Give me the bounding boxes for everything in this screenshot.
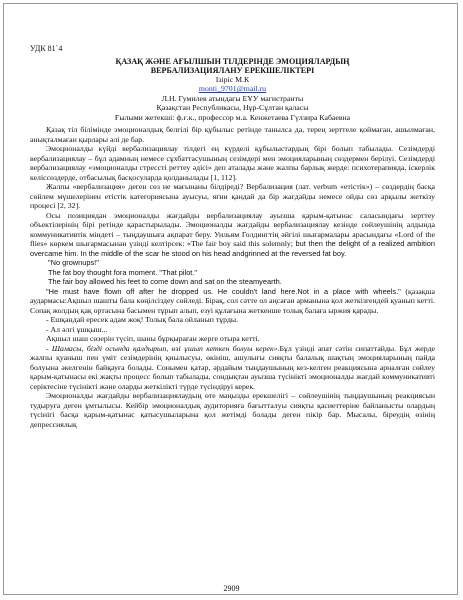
paragraph-5: Ақшыл шаш сөзерін түсіп, шаны бұрқыраған жерге отыра кетті.	[46, 334, 260, 344]
udk-code: УДК 81`4	[30, 44, 63, 53]
paragraph-4-kazakh: Осы позициядан эмоционалды жағдайды вербализациялау ауызша қарым-қатынас саласындағы зерттеу объектілерінің бірі ретінде қарастырылады. Эмоционалды жағдайды вербализациялау кезінде сөйлеушінің алдында коммуникативтік міндеті – тыңдаушыға ақпарат беру. Уильям Голдингтің әйгілі шығармалары арасындағы «Lord of the flies» көркем шығармасынан үзінді келтірсек: «The fair boy said this solemnly;	[30, 210, 435, 249]
page-number: 2909	[223, 584, 240, 593]
document-page	[30, 44, 435, 429]
quote-line-2: The fat boy thought fora moment. "That pilot."	[48, 267, 198, 277]
kazakh-line-1: - Ешқандай ересек адам жоқ! Толық бала ойланып тұрды.	[46, 315, 239, 325]
title-line-2: ВЕРБАЛИЗАЦИЯЛАНУ ЕРЕКШЕЛІКТЕРІ	[150, 65, 315, 75]
paragraph-3: Жалпы «вербализация» деген сөз не мағынаны білдіреді? Вербализация (лат. verbum «етістік») – сөздердің басқа сөйлем мүшелерінен етістік категориясына ауысуы, яғни қандай да бір жағдайды немесе ойды сөз арқылы жеткізу процесі [2, 32].	[30, 182, 435, 211]
paragraph-6-italic: - Шамасы, бізді осында қалдырып, өзі ұшып кеткен болуы керек»	[46, 343, 278, 353]
paragraph-7: Эмоционалды жағдайды вербализациялаудың өте маңызды ерекшелігі – сөйлеушінің тыңдаушының реакциясын тудыруға деген ұмтылысы. Кейбір эмоционалдық аудиторияға бағытталуы сияқты қасиеттеріне байланысты олардың түсінігі басқа қарым-қатынас қатысушыларына қол жетімді болады деген пікір бар. Мысалы, біреудің өзінің депрессиялық	[30, 391, 435, 429]
quote-line-1: "No grownups!"	[48, 258, 99, 268]
title-line-1: ҚАЗАҚ ЖӘНЕ АҒЫЛШЫН ТІЛДЕРІНДЕ ЭМОЦИЯЛАРДЫҢ	[115, 56, 350, 66]
paragraph-6	[30, 344, 435, 392]
paragraph-4-english: but then the delight of a realized ambition overcame him. In the middle of the scar he stood on his head andgrinned at the reversed fat boy.	[30, 239, 435, 258]
paragraph-1: Қазақ тіл біліміндe эмоционалдық белгілі бір құбылыс ретінде танылса да, терең зерттеле қоймаған, ашылмаған, анықталмаған қырлары әлі де бар.	[30, 125, 435, 144]
affiliation-2: Қазақстан Республикасы, Нұр-Сұлтан қаласы	[156, 103, 309, 113]
quote-line-3: The fair boy allowed his feet to come down and sat on the steamyearth.	[48, 277, 282, 287]
email-link-wrap	[30, 84, 435, 94]
affiliation-1: Л.Н. Гумилев атындағы ЕҰУ магистранты	[161, 93, 304, 103]
paragraph-6-body: .Бұл үзінді апат сәтін сипаттайды. Бұл жерде жалпы қуаныш пен үміт сезімдерінің қиылысуы, өкініш, ашулығы сияқты балалық шақтың эмоцияларының пайда болуына әкелгенін байқауға болады. Сонымен қатар, әрдайым тыңдаушының кез-келген реакциясына арналған сөйлеу қарым-қатынасы екі жақты процесс болып табылады, сондықтан ауызша түсінікті эмоционалды жағдай коммуникативті серіктесіне түсінікті және оларды жеткілікті түрде түсіндіруі керек.	[30, 343, 435, 391]
quote-line-4-translation: (қазақша аудармасы:Ақшыл шашты бала көңілсіздеу сөйледі. Бірақ, сол сәтте ол аңсаған арманына қол жеткізгендей қуанып кетті. Сопақ жолдың қақ ортасына басымен тұрып алып, езуі құлағына жеткенше толық балаға ыржия қарады.	[30, 286, 436, 315]
email-link[interactable]: monti_9701@mail.ru	[198, 84, 267, 94]
quote-line-4-english: "He must have flown off after he dropped us. He couldn't land here.Not in a place with wheels."	[46, 286, 401, 296]
supervisor: Ғылыми жетекші: ф.ғ.к., профессор м.а. Кенжетаева Гүлзира Кабаевна	[114, 112, 351, 122]
quote-line-4	[30, 287, 435, 316]
paragraph-4	[30, 211, 435, 259]
author: Ізіріс М.К	[215, 74, 250, 84]
paragraph-2: Эмоционалды күйді вербализациялау тілдегі ең күрделі құбылыстардың бірі болып табылады. Сезімдерді вербализациялау – бұл адамның немесе сұхбаттасушының сезімдері мен эмоцияларының сөздермен берілуі. Сезімдерді вербализациялау «эмоционалды стрессті реттеу әдісі» деп аталады және жалпы барлық жерде: психотерапияда, іскерлік келіссөздерде, отбасылық басқосуларда қолданылады [1, 112].	[30, 144, 435, 182]
kazakh-line-2: - Ал әлгі ұшқыш...	[46, 324, 108, 334]
